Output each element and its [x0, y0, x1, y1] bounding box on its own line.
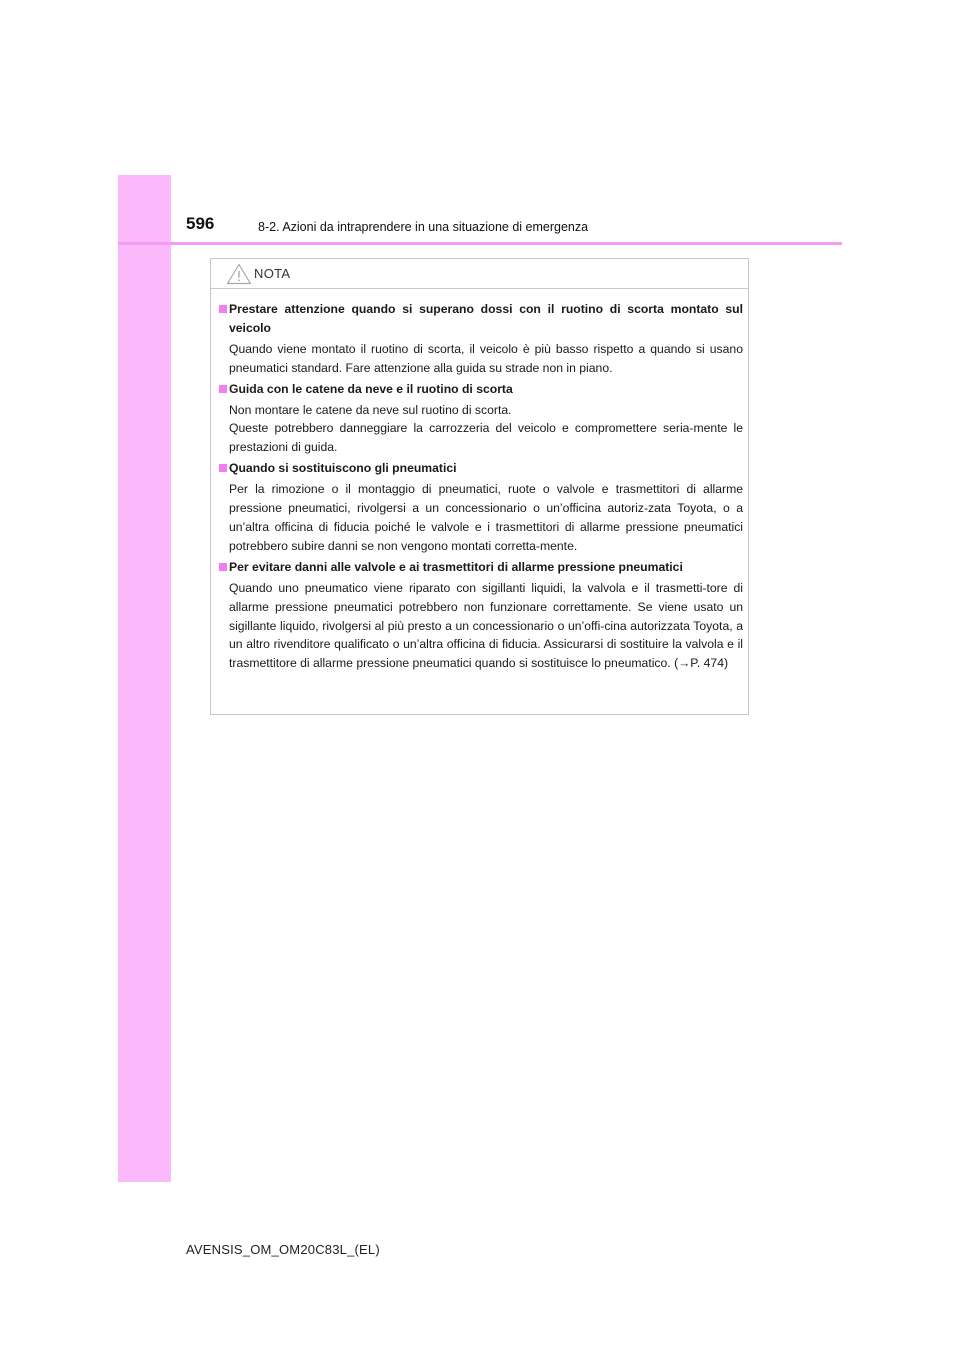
item-paragraph: Quando viene montato il ruotino di scorta, il veicolo è più basso rispetto a quando si usano pneumatici standard. Fare attenzione alla guida su strade non in piano.: [229, 341, 743, 375]
item-paragraph: Quando uno pneumatico viene riparato con sigillanti liquidi, la valvola e il trasmetti-tore di allarme pressione pneumatici potrebbero non funzionare correttamente. Se viene usato un sigillante liquido, rivolgersi al più presto a un concessionario o un’offi-cina autorizzata Toyota, a un altro rivenditore qualificato o un’altra officina di fiducia. Assicurarsi di sostituire la valvola e il trasmettitore di allarme pressione pneumatici quando si sostituisce lo pneumatico. (→P. 474): [229, 580, 743, 671]
note-item: [219, 380, 743, 458]
square-bullet-icon: [219, 385, 227, 393]
item-heading: Prestare attenzione quando si superano dossi con il ruotino di scorta montato sul veicolo: [219, 300, 743, 338]
note-item: [219, 459, 743, 556]
note-box: [210, 258, 749, 715]
warning-triangle-icon: [226, 263, 252, 285]
note-label: NOTA: [254, 266, 291, 281]
item-paragraph: Per la rimozione o il montaggio di pneumatici, ruote o valvole e trasmettitori di allarme pressione pneumatici, rivolgersi a un concessionario o un’officina autoriz-zata Toyota, o a un’altra officina di fiducia poiché le valvole e i trasmettitori di allarme pressione pneumatici potrebbero subire danni se non vengono montati corretta-mente.: [229, 482, 743, 553]
note-header: [211, 259, 748, 289]
side-color-band: [118, 175, 171, 1182]
item-paragraph: Non montare le catene da neve sul ruotino di scorta.: [229, 402, 512, 417]
header-rule: [118, 242, 842, 245]
item-text: [219, 579, 743, 674]
item-heading: Quando si sostituiscono gli pneumatici: [219, 459, 743, 478]
section-title: 8-2. Azioni da intraprendere in una situazione di emergenza: [258, 220, 589, 234]
item-text: [219, 480, 743, 556]
note-body: [219, 300, 743, 675]
square-bullet-icon: [219, 563, 227, 571]
item-paragraph: Queste potrebbero danneggiare la carrozzeria del veicolo e compromettere seria-mente le prestazioni di guida.: [229, 421, 743, 455]
square-bullet-icon: [219, 305, 227, 313]
page-number: 596: [186, 214, 215, 233]
item-heading: Per evitare danni alle valvole e ai trasmettitori di allarme pressione pneumatici: [219, 558, 743, 577]
item-heading: Guida con le catene da neve e il ruotino di scorta: [219, 380, 743, 399]
document-code: AVENSIS_OM_OM20C83L_(EL): [186, 1242, 380, 1257]
note-item: [219, 558, 743, 673]
note-item: [219, 300, 743, 378]
item-text: [219, 340, 743, 378]
item-text: [219, 401, 743, 458]
square-bullet-icon: [219, 464, 227, 472]
